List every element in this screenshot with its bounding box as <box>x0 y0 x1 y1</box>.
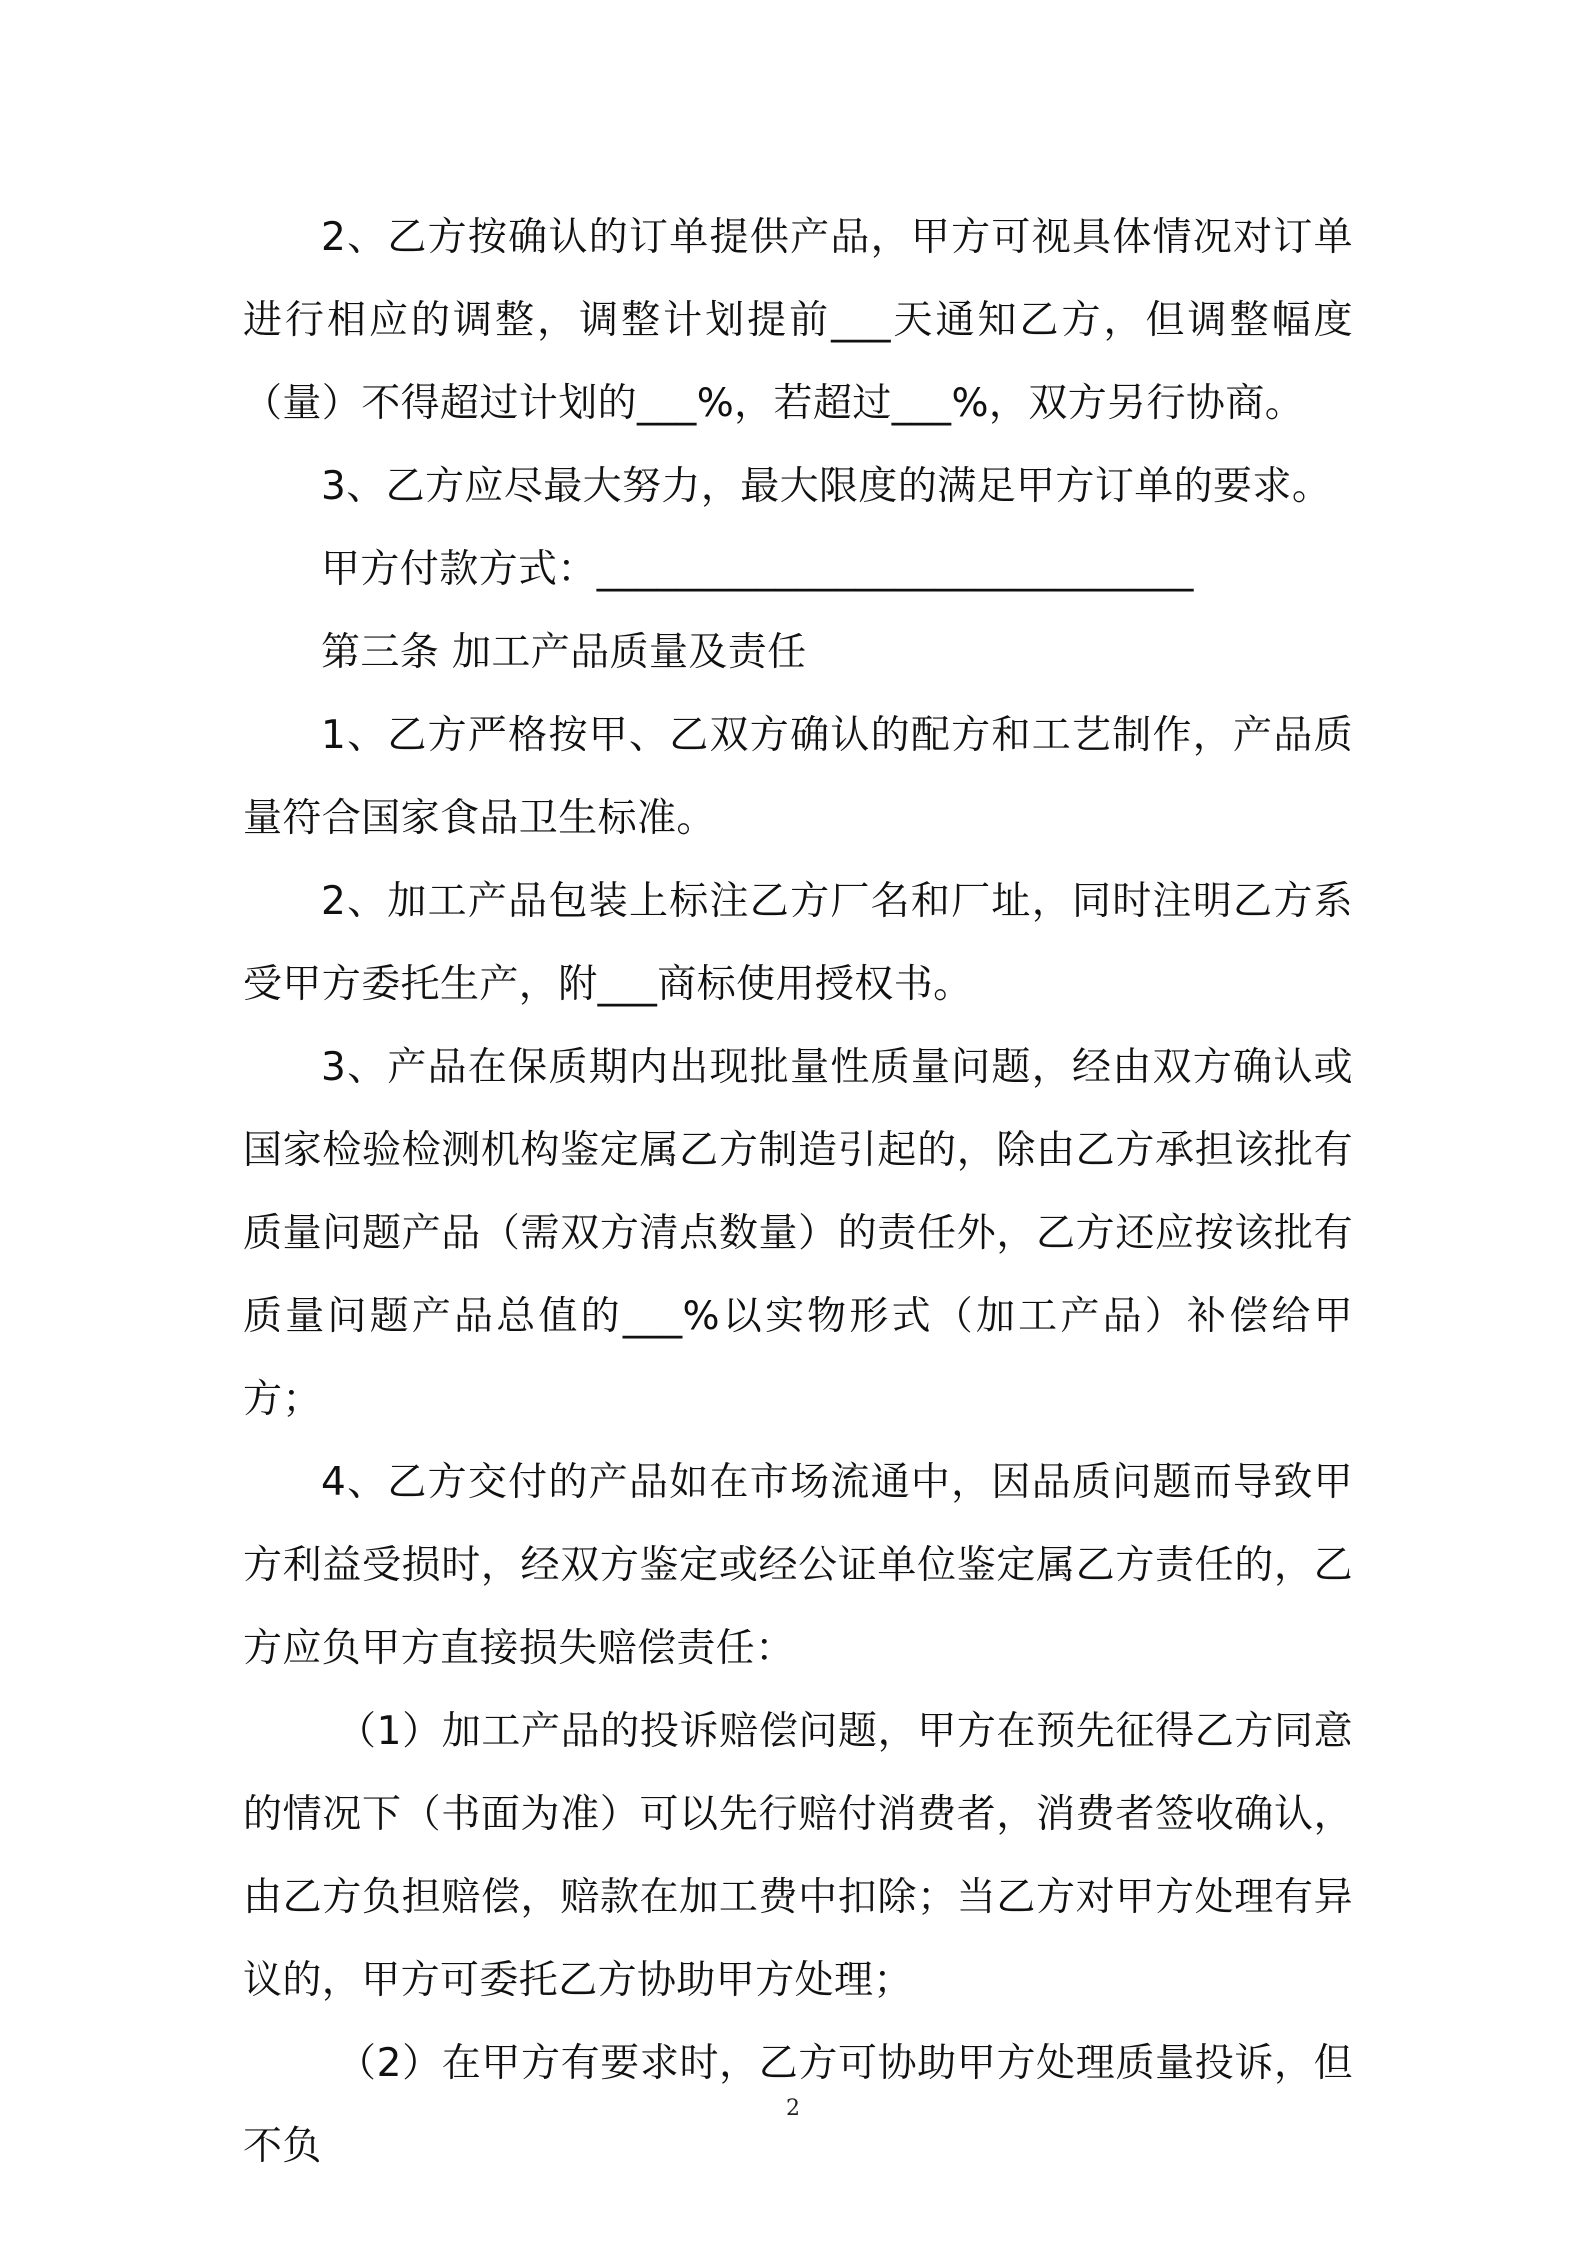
document-body <box>243 196 1353 2188</box>
paragraph-complaint-compensation: （1）加工产品的投诉赔偿问题，甲方在预先征得乙方同意的情况下（书面为准）可以先行赔付消费者，消费者签收确认，由乙方负担赔偿，赔款在加工费中扣除；当乙方对甲方处理有异议的，甲方可委托乙方协助甲方处理； <box>243 1709 1353 2003</box>
page-number: 2 <box>786 2096 800 2121</box>
paragraph-order-adjustment: 2、乙方按确认的订单提供产品，甲方可视具体情况对订单进行相应的调整，调整计划提前___天通知乙方，但调整幅度（量）不得超过计划的___%，若超过___%，双方另行协商。 <box>243 215 1353 426</box>
paragraph-meet-orders: 3、乙方应尽最大努力，最大限度的满足甲方订单的要求。 <box>321 464 1332 509</box>
section-heading-article-3: 第三条 加工产品质量及责任 <box>321 630 807 675</box>
paragraph-payment-method: 甲方付款方式：______________________________ <box>321 547 1194 592</box>
paragraph-complaint-assistance: （2）在甲方有要求时，乙方可协助甲方处理质量投诉，但不负 <box>243 2041 1353 2169</box>
paragraph-batch-quality-issue: 3、产品在保质期内出现批量性质量问题，经由双方确认或国家检验检测机构鉴定属乙方制造引起的，除由乙方承担该批有质量问题产品（需双方清点数量）的责任外，乙方还应按该批有质量问题产品总值的___%以实物形式（加工产品）补偿给甲方； <box>243 1045 1353 1422</box>
paragraph-packaging-label: 2、加工产品包装上标注乙方厂名和厂址，同时注明乙方系受甲方委托生产，附___商标使用授权书。 <box>243 879 1353 1007</box>
paragraph-market-liability: 4、乙方交付的产品如在市场流通中，因品质问题而导致甲方利益受损时，经双方鉴定或经公证单位鉴定属乙方责任的，乙方应负甲方直接损失赔偿责任： <box>243 1460 1353 1671</box>
paragraph-quality-standard: 1、乙方严格按甲、乙双方确认的配方和工艺制作，产品质量符合国家食品卫生标准。 <box>243 713 1353 841</box>
